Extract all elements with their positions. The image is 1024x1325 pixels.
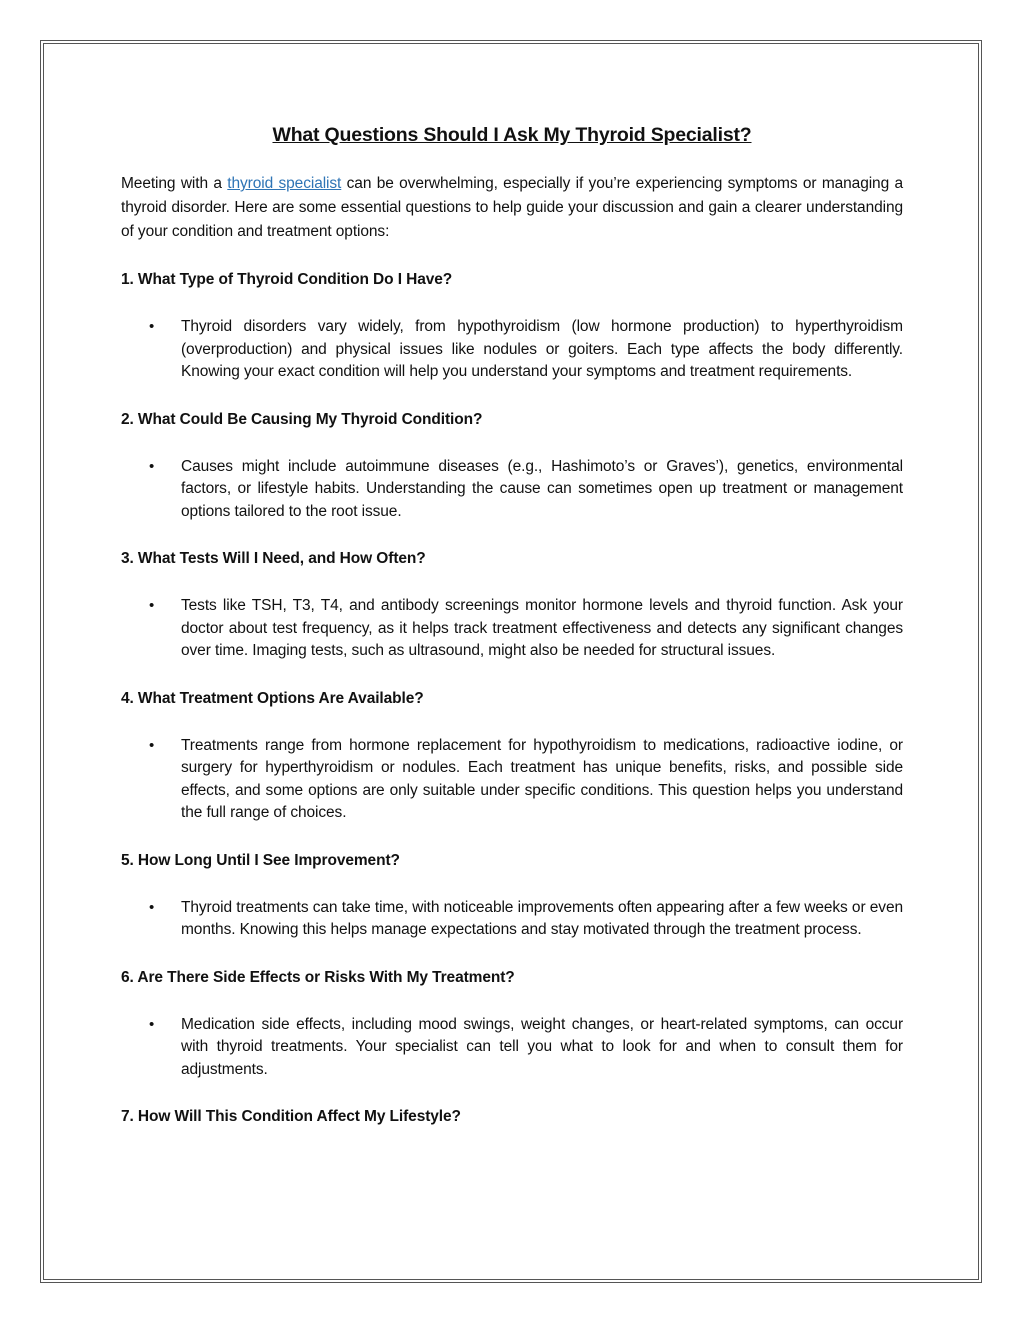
section-heading: 1. What Type of Thyroid Condition Do I Have? [121, 271, 453, 288]
bullet-icon: • [149, 1015, 155, 1033]
intro-text-before: Meeting with a [121, 175, 228, 192]
bullet-icon: • [149, 597, 155, 614]
list-item-text: Thyroid treatments can take time, with noticeable improvements often appearing after a few weeks or even months. Knowing this helps manage expectations and stay motivated through the treatment process. [181, 898, 903, 938]
page-title: What Questions Should I Ask My Thyroid Specialist? [272, 124, 752, 146]
bullet-list [121, 1014, 903, 1082]
list-item [121, 897, 903, 942]
list-item [121, 316, 903, 384]
list-item [121, 735, 903, 825]
list-item-text: Tests like TSH, T3, T4, and antibody screenings monitor hormone levels and thyroid function. Ask your doctor about test frequency, as it helps track treatment effectiveness and detects any significant changes over time. Imaging tests, such as ultrasound, might also be needed for structural issues. [181, 597, 903, 659]
section-1 [121, 268, 903, 384]
bullet-icon: • [149, 457, 155, 475]
bullet-icon: • [149, 898, 155, 916]
intro-text-after: can be overwhelming, especially if you’re experiencing symptoms or managing a thyroid disorder. Here are some essential questions to help guide your discussion and gain a clearer understanding of your condition and treatment options: [121, 175, 904, 240]
section-heading: 7. How Will This Condition Affect My Lifestyle? [121, 1108, 461, 1125]
section-4 [121, 687, 903, 825]
section-heading: 6. Are There Side Effects or Risks With My Treatment? [121, 968, 515, 986]
list-item-text: Treatments range from hormone replacement for hypothyroidism to medications, radioactive iodine, or surgery for hyperthyroidism or nodules. Each treatment has unique benefits, risks, and possible side effects, and some options are only suitable under specific conditions. This question helps you understand the full range of choices. [181, 736, 903, 821]
list-item [121, 595, 903, 663]
bullet-list [121, 735, 903, 825]
bullet-list [121, 595, 903, 663]
bullet-list [121, 316, 903, 384]
bullet-icon: • [149, 736, 155, 754]
section-heading: 2. What Could Be Causing My Thyroid Condition? [121, 410, 483, 428]
section-3 [121, 547, 903, 663]
section-5 [121, 849, 903, 942]
list-item [121, 1014, 903, 1082]
intro-paragraph [121, 172, 903, 244]
bullet-list [121, 456, 903, 524]
section-heading: 5. How Long Until I See Improvement? [121, 851, 400, 869]
thyroid-specialist-link[interactable]: thyroid specialist [227, 175, 342, 192]
section-heading: 4. What Treatment Options Are Available? [121, 689, 424, 707]
bullet-icon: • [149, 318, 155, 335]
document-content [121, 118, 903, 1153]
list-item-text: Causes might include autoimmune diseases (e.g., Hashimoto’s or Graves’), genetics, environmental factors, or lifestyle habits. Understanding the cause can sometimes open up treatment or management options tailored to the root issue. [181, 457, 903, 520]
bullet-list [121, 897, 903, 942]
list-item-text: Medication side effects, including mood swings, weight changes, or heart-related symptoms, can occur with thyroid treatments. Your specialist can tell you what to look for and when to consult them for adjustments. [181, 1015, 903, 1078]
section-heading: 3. What Tests Will I Need, and How Often? [121, 550, 426, 567]
section-2 [121, 408, 903, 524]
list-item [121, 456, 903, 524]
section-7 [121, 1105, 903, 1129]
list-item-text: Thyroid disorders vary widely, from hypothyroidism (low hormone production) to hyperthyroidism (overproduction) and physical issues like nodules or goiters. Each type affects the body differently. Knowing your exact condition will help you understand your symptoms and treatment requirements. [181, 318, 903, 380]
section-6 [121, 966, 903, 1082]
